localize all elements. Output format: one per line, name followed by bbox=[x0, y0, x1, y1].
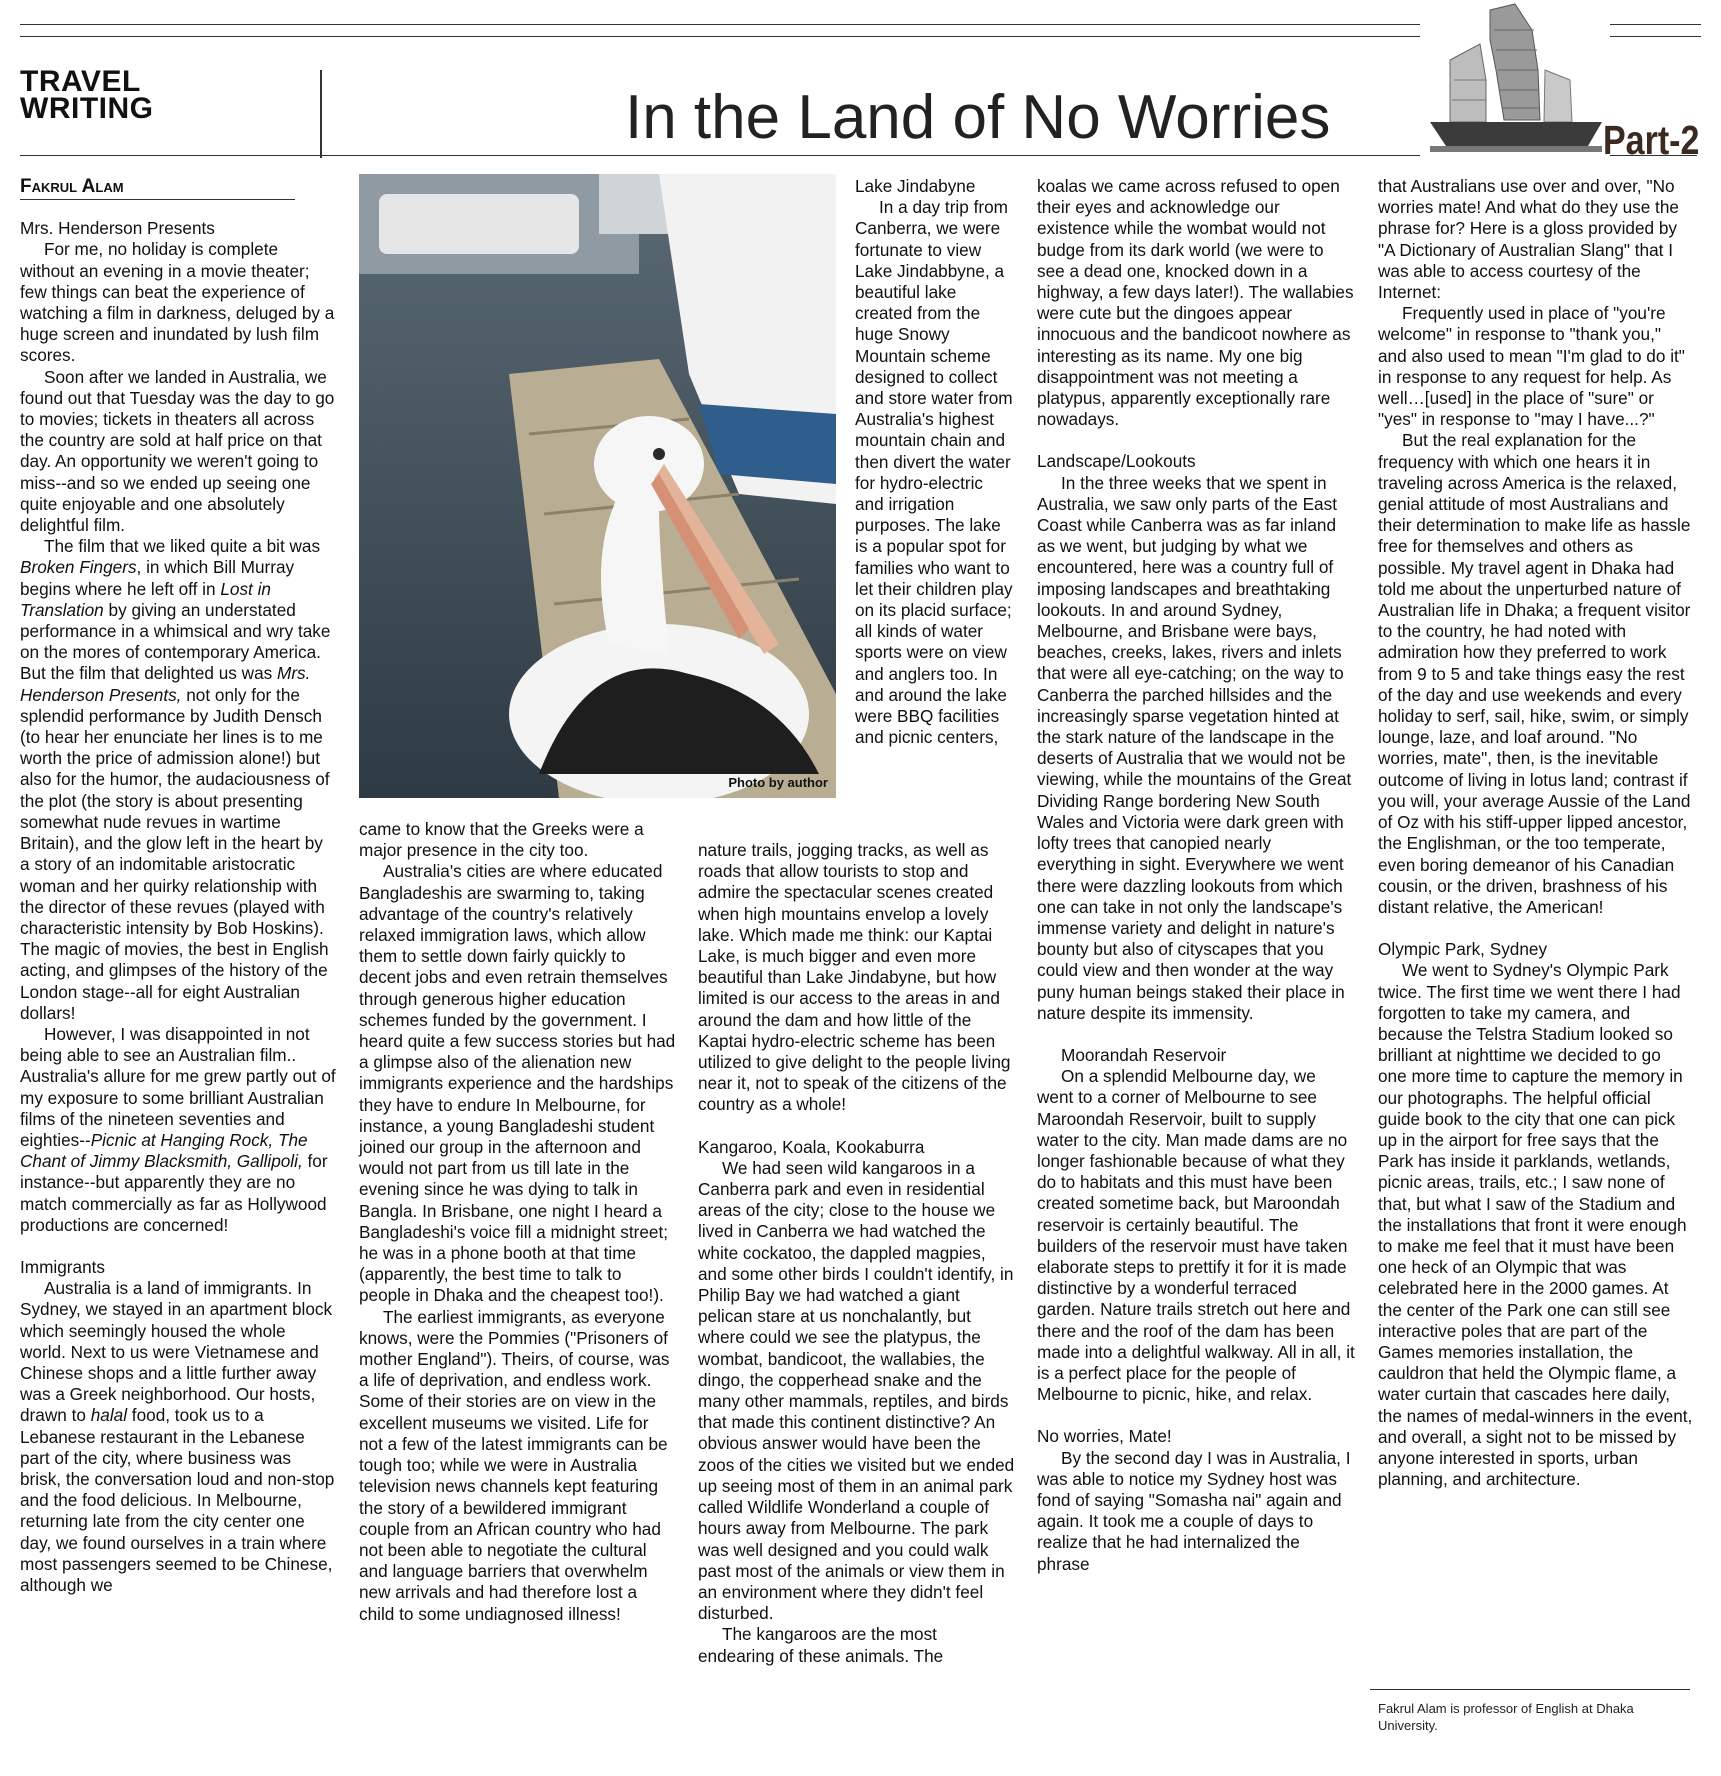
subhead-no-worries: No worries, Mate! bbox=[1037, 1426, 1172, 1447]
paragraph: In a day trip from Canberra, we were fortunate to view Lake Jindabbyne, a beautiful lake created from the huge Snowy Mountain scheme designed to collect and store water from Australia's highest mountain chain and then divert the water for hydro-electric and irrigation purposes. The lake is a popular spot for families who want to let their children play on its placid surface; all kinds of water sports were on view and anglers too. In and around the lake were BBQ facilities and picnic centers, bbox=[855, 197, 1013, 748]
paragraph: The film that we liked quite a bit was Broken Fingers, in which Bill Murray begins where he left off in Lost in Translation by giving an understated performance in a whimsical and wry take on the mores of contemporary America. But the film that delighted us was Mrs. Henderson Presents, not only for the splendid performance by Judith Densch (to hear her enunciate her lines is to me worth the price of admission alone!) but also for the humor, the audaciousness of the plot (the story is about presenting somewhat nude revues in wartime Britain), and the glow left in the heart by a story of an indomitable aristocratic woman and her quirky relationship with the director of these revues (played with characteristic intensity by Bob Hoskins). The magic of movies, the best in English acting, and glimpses of the history of the London stage--all for eight Australian dollars! bbox=[20, 536, 331, 1023]
title-divider bbox=[320, 70, 322, 158]
column-4 bbox=[1037, 176, 1355, 1575]
paragraph: On a splendid Melbourne day, we went to a corner of Melbourne to see Maroondah Reservoir, built to supply water to the city. Man made dams are no longer fashionable because of what they do to habitats and this must have been created sometime back, but Maroondah reservoir is certainly beautiful. The builders of the reservoir must have taken elaborate steps to prettify it for it is made distinctive by a wonderful terraced garden. Nature trails stretch out here and there and the roof of the dam has been made into a delightful walkway. All in all, it is a perfect place for the people of Melbourne to picnic, hike, and relax. bbox=[1037, 1066, 1355, 1405]
subhead-kangaroo: Kangaroo, Koala, Kookaburra bbox=[698, 1136, 925, 1157]
paragraph: However, I was disappointed in not being able to see an Australian film.. Australia's allure for me grew partly out of my exposure to some brilliant Australian films of the nineteen seventies and eighties--Picnic at Hanging Rock, The Chant of Jimmy Blacksmith, Gallipoli, for instance--but apparently they are no match commercially as far as Hollywood productions are concerned! bbox=[20, 1023, 336, 1235]
paragraph: The earliest immigrants, as everyone knows, were the Pommies ("Prisoners of mother England"). Theirs, of course, was a life of deprivation, and endless work. Some of their stories are on view in the excellent museums we visited. Life for not a few of the latest immigrants can be tough too; while we were in Australia television news channels kept featuring the story of a bewildered immigrant couple from an African country who had not been able to negotiate the cultural and language barriers that overwhelm new arrivals and had therefore lost a child to some undiagnosed illness! bbox=[359, 1306, 670, 1624]
paragraph: Frequently used in place of "you're welcome" in response to "thank you," and also used to mean "I'm glad to do it" in response to any request for help. As well…[used] in the place of "sure" or "yes" in response to "may I have...?" bbox=[1378, 303, 1685, 430]
paragraph: came to know that the Greeks were a major presence in the city too. bbox=[359, 819, 644, 861]
subhead-landscape: Landscape/Lookouts bbox=[1037, 451, 1196, 472]
paragraph: But the real explanation for the frequency with which one hears it in traveling across America is the relaxed, genial attitude of most Australians and their determination to make life as hassle free for themselves and others as possible. My travel agent in Dhaka had told me about the unperturbed nature of Australian life in Dhaka; a frequent visitor to the country, he had noted with admiration how they preferred to work from 9 to 5 and take things easy the rest of the day and use weekends and every holiday to serf, sail, hike, swim, or simply lounge, laze, and loaf around. "No worries, mate", then, is the inevitable outcome of living in lotus land; contrast if you will, your average Aussie of the Land of Oz with his stiff-upper lipped ancestor, the Englishman, or the too temperate, even boring demeanor of his Canadian cousin, or the driven, brashness of his distant relative, the American! bbox=[1378, 430, 1691, 917]
paragraph: Australia is a land of immigrants. In Sydney, we stayed in an apartment block which seemingly housed the whole world. Next to us were Vietnamese and Chinese shops and a little further away was a Greek neighborhood. Our hosts, drawn to halal food, took us to a Lebanese restaurant in the Lebanese part of the city, where business was brisk, the conversation loud and non-stop and the food delicious. In Melbourne, returning late from the city center one day, we found ourselves in a train where most passengers seemed to be Chinese, although we bbox=[20, 1278, 335, 1595]
author-footnote: Fakrul Alam is professor of English at Dhaka University. bbox=[1378, 1701, 1634, 1733]
subhead-immigrants: Immigrants bbox=[20, 1256, 105, 1277]
paragraph: We went to Sydney's Olympic Park twice. The first time we went there I had forgotten to take my camera, and because the Telstra Stadium looked so brilliant at nighttime we decided to go one more time to capture the memory in our photographs. The helpful official guide book to the city that one can pick up in the airport for free says that the Park has inside it parklands, wetlands, picnic areas, trails, etc.; I saw none of that, but what I saw of the Stadium and the installations that front it were enough to make me feel that it must have been one heck of an Olympic that was celebrated here in the 2000 games. At the center of the Park one can still see interactive poles that are part of the Games memories installation, the cauldron that held the Olympic flame, a water curtain that cascades here daily, the names of medal-winners in the event, and overall, a sight not to be missed by anyone interested in sports, urban planning, and architecture. bbox=[1378, 960, 1693, 1490]
byline: Fakrul Alam bbox=[20, 176, 295, 200]
subhead-moorandah: Moorandah Reservoir bbox=[1061, 1044, 1227, 1065]
paragraph: that Australians use over and over, "No worries mate! And what do they use the phrase for? Here is a gloss provided by "A Dictionary of Australian Slang" that I was able to access courtesy of the Internet: bbox=[1378, 176, 1679, 303]
photo-credit: Photo by author bbox=[728, 775, 828, 790]
column-5 bbox=[1378, 176, 1694, 1490]
subhead-lake-jindabyne: Lake Jindabyne bbox=[855, 176, 976, 196]
paragraph: For me, no holiday is complete without an evening in a movie theater; few things can beat the experience of watching a film in darkness, deluged by a huge screen and inundated by lush film scores. bbox=[20, 239, 335, 366]
subhead-olympic-park: Olympic Park, Sydney bbox=[1378, 939, 1548, 960]
junk-boat-illustration bbox=[1420, 0, 1610, 168]
column-2 bbox=[359, 819, 677, 1625]
paragraph: Australia's cities are where educated Bangladeshis are swarming to, taking advantage of the country's relatively relaxed immigration laws, which allow them to settle down fairly quickly to decent jobs and even retrain themselves through generous higher education schemes funded by the government. I heard quite a few success stories but had a glimpse also of the alienation new immigrants experience and the hardships they have to endure In Melbourne, for instance, a young Bangladeshi student joined our group in the afternoon and would not part from us till late in the evening since he was dying to talk in Bangla. In Brisbane, one night I heard a Bangladeshi's voice fill a midnight street; he was in a phone booth at that time (apparently, the best time to talk to people in Dhaka and the cheapest too!). bbox=[359, 861, 676, 1306]
pelican-photo bbox=[359, 174, 836, 798]
paragraph: We had seen wild kangaroos in a Canberra park and even in residential areas of the city; close to the house we lived in Canberra we had watched the white cockatoo, the dappled magpies, and some other birds I couldn't identify, in Philip Bay we had watched a giant pelican stare at us nonchalantly, but where could we see the platypus, the wombat, bandicoot, the wallabies, the dingo, the copperhead snake and the many other mammals, reptiles, and birds that made this continent distinctive? An obvious answer would have been the zoos of the cities we visited but we ended up seeing most of them in an animal park called Wildlife Wonderland a couple of hours away from Melbourne. The park was well designed and you could walk past most of the animals or view them in an environment where they didn't feel disturbed. bbox=[698, 1157, 1015, 1624]
column-3-top bbox=[855, 176, 1015, 748]
paragraph: koalas we came across refused to open their eyes and acknowledge our existence while the wombat would not budge from its dark world (we were to see a dead one, knocked down in a highway, a few days later!). The wallabies were cute but the dingoes appear innocuous and the bandicoot nowhere as interesting as its name. My one big disappointment was not meeting a platypus, apparently exceptionally rare nowadays. bbox=[1037, 176, 1354, 430]
paragraph: By the second day I was in Australia, I was able to notice my Sydney host was fond of saying "Somasha nai" again and again. It took me a couple of days to realize that he had internalized the phrase bbox=[1037, 1447, 1351, 1574]
section-label: TRAVEL WRITING bbox=[20, 65, 154, 125]
part-label: Part-2 bbox=[1603, 118, 1700, 164]
paragraph: The kangaroos are the most endearing of these animals. The bbox=[698, 1624, 944, 1666]
subhead-mrs-henderson: Mrs. Henderson Presents bbox=[20, 218, 215, 239]
paragraph: nature trails, jogging tracks, as well as roads that allow tourists to stop and admire the spectacular scenes created when high mountains envelop a lovely lake. Which made me think: our Kaptai Lake, is much bigger and even more beautiful than Lake Jindabyne, but how limited is our access to the areas in and around the dam and how little of the Kaptai hydro-electric scheme has been utilized to give delight to the people living near it, not to speak of the citizens of the country as a whole! bbox=[698, 840, 1011, 1115]
column-3 bbox=[698, 840, 1016, 1667]
pelican-image bbox=[359, 174, 836, 798]
footnote-rule bbox=[1370, 1689, 1690, 1690]
page-title: In the Land of No Worries bbox=[625, 83, 1331, 152]
paragraph: In the three weeks that we spent in Australia, we saw only parts of the East Coast while Canberra was as far inland as we went, but judging by what we encountered, here was a country full of imposing landscapes and breathtaking lookouts. In and around Sydney, Melbourne, and Brisbane were bays, beaches, creeks, lakes, rivers and inlets that were all eye-catching; on the way to Canberra the parched hillsides and the increasingly sparse vegetation hinted at the stark nature of the landscape in the deserts of Australia that we would not be viewing, while the mountains of the Great Dividing Range bordering New South Wales and Victoria were dark green with lofty trees that canopied nearly everything in sight. Everywhere we went there were dazzling lookouts from which one can take in not only the landscape's immense variety and delight in nature's bounty but also of cityscapes that you could view and then wonder at the way puny human beings staked their place in nature despite its immensity. bbox=[1037, 472, 1352, 1023]
paragraph: Soon after we landed in Australia, we found out that Tuesday was the day to go to movies; tickets in theaters all across the country are sold at half price on that day. An opportunity we weren't going to miss--and so we ended up seeing one quite enjoyable and one absolutely delightful film. bbox=[20, 366, 335, 536]
column-1 bbox=[20, 176, 336, 1596]
